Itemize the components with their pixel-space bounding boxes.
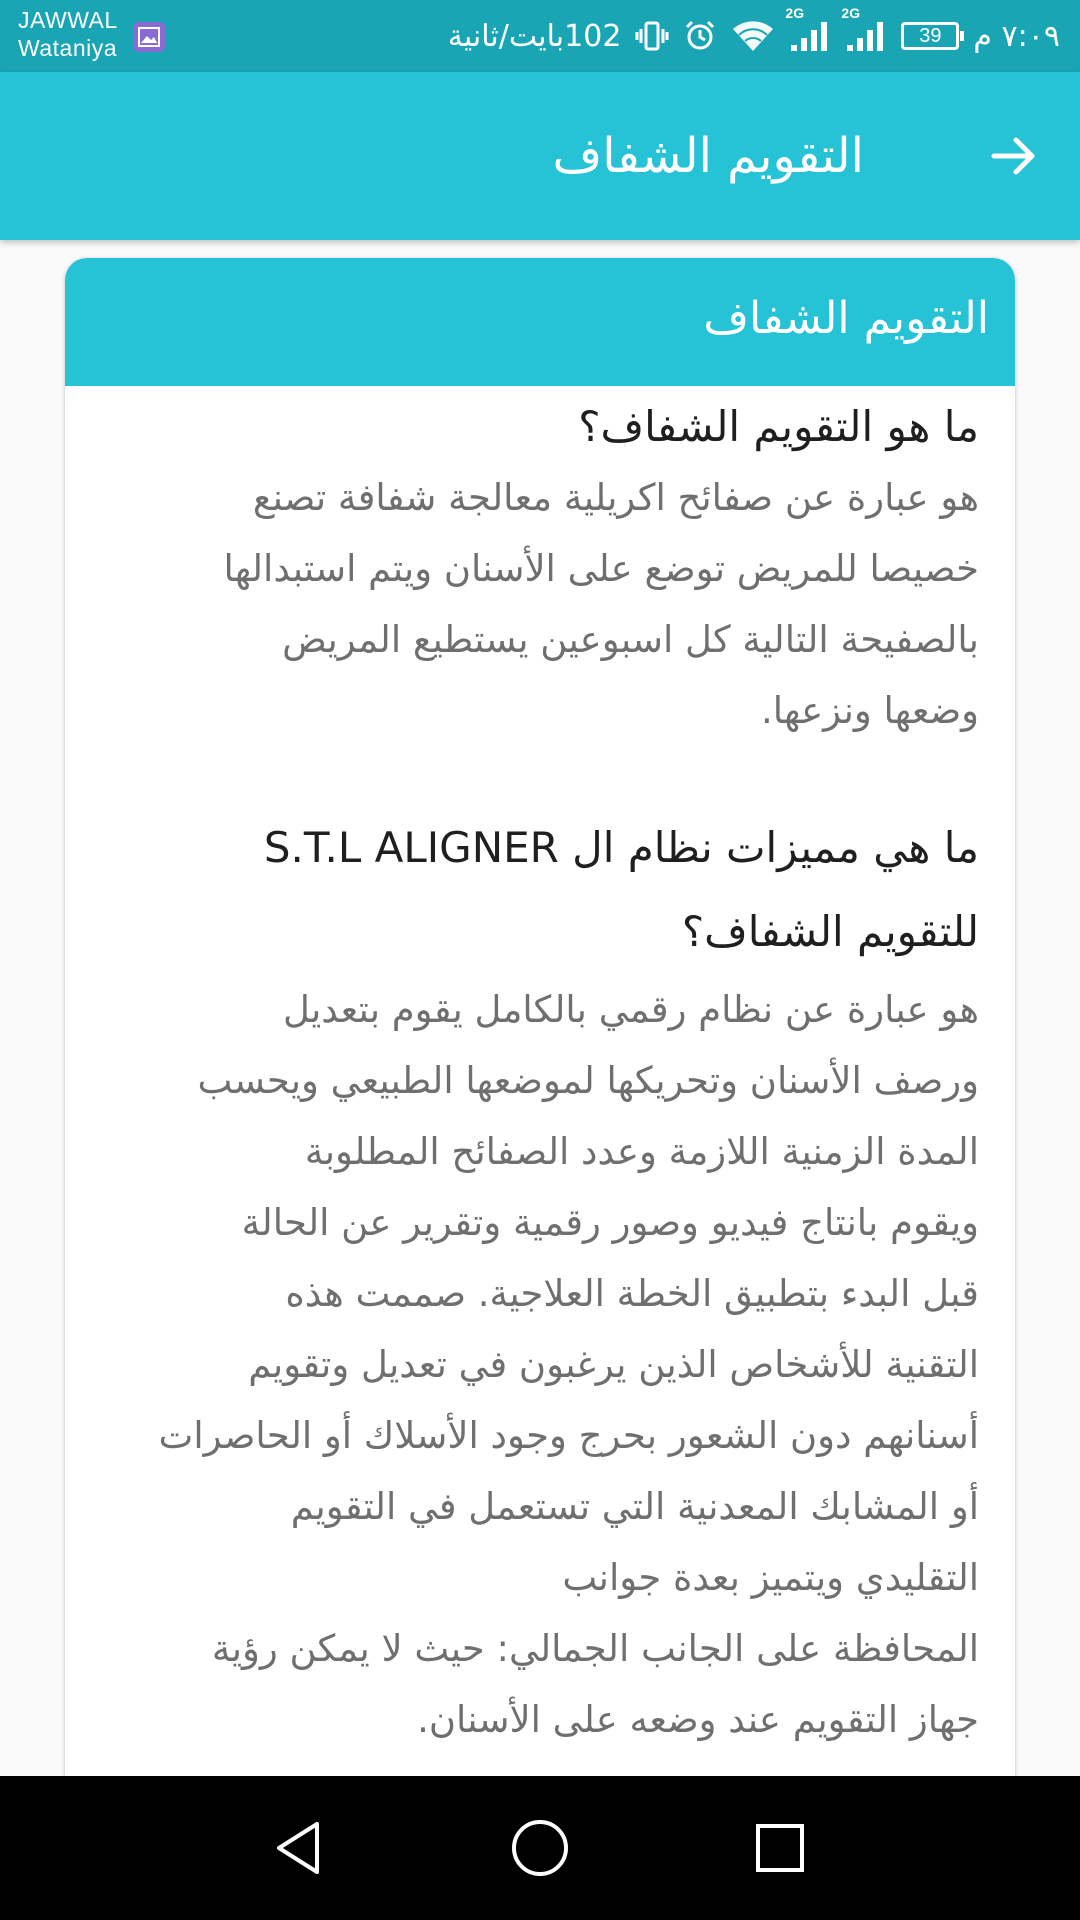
section2-line: المحافظة على الجانب الجمالي: حيث لا يمكن رؤية <box>211 1627 979 1670</box>
system-nav-bar <box>0 1776 1080 1920</box>
nav-home-button[interactable] <box>504 1812 576 1884</box>
carrier-name-1: JAWWAL <box>18 7 118 33</box>
nav-recents-button[interactable] <box>744 1812 816 1884</box>
card-header <box>65 258 1015 386</box>
home-circle-icon <box>508 1816 572 1880</box>
signal-icon <box>785 5 831 53</box>
section1-heading: ما هو التقويم الشفاف؟ <box>578 402 979 451</box>
section1-line: وضعها ونزعها. <box>761 689 979 732</box>
info-card <box>65 258 1015 1776</box>
section2-line: التقليدي ويتميز بعدة جوانب <box>562 1556 979 1599</box>
section2-line: التقنية للأشخاص الذين يرغبون في تعديل وتقويم <box>248 1343 979 1386</box>
section2-heading-line: ما هي مميزات نظام ال S.T.L ALIGNER <box>263 823 979 872</box>
card-title: التقويم الشفاف <box>703 293 989 344</box>
vibrate-icon <box>635 19 669 53</box>
gallery-icon <box>133 22 165 52</box>
section2-line: جهاز التقويم عند وضعه على الأسنان. <box>417 1698 979 1741</box>
section2-line: قبل البدء بتطبيق الخطة العلاجية. صممت هذه <box>285 1272 979 1315</box>
page-title: التقويم الشفاف <box>552 128 864 184</box>
app-toolbar <box>0 72 1080 240</box>
section2-line: ورصف الأسنان وتحريكها لموضعها الطبيعي ويحسب <box>197 1059 979 1102</box>
recents-square-icon <box>748 1816 812 1880</box>
section2-line: هو عبارة عن نظام رقمي بالكامل يقوم بتعديل <box>282 988 979 1031</box>
network-type-2: 2G <box>841 5 861 21</box>
status-bar <box>0 0 1080 72</box>
section1-line: خصيصا للمريض توضع على الأسنان ويتم استبدالها <box>223 547 979 590</box>
section2-line: أسنانهم دون الشعور بحرج وجود الأسلاك أو الحاصرات <box>158 1414 979 1457</box>
clock: ٧:٠٩ م <box>973 18 1060 54</box>
back-button[interactable] <box>984 126 1044 186</box>
card-body <box>65 386 1015 1755</box>
section1-text <box>101 462 979 746</box>
section1-line: بالصفيحة التالية كل اسبوعين يستطيع المريض <box>282 618 979 661</box>
wifi-icon <box>731 19 775 53</box>
content-scroll-area[interactable] <box>0 240 1080 1776</box>
section2-heading <box>101 806 979 974</box>
battery-icon: 39 <box>901 22 959 50</box>
section1-line: هو عبارة عن صفائح اكريلية معالجة شفافة تصنع <box>252 476 979 519</box>
section2-heading-line: للتقويم الشفاف؟ <box>681 907 979 956</box>
arrow-forward-icon <box>988 130 1040 182</box>
signal-icon-2 <box>841 5 887 53</box>
nav-back-button[interactable] <box>263 1812 335 1884</box>
section2-line: أو المشابك المعدنية التي تستعمل في التقويم <box>290 1485 979 1528</box>
section2-text <box>101 974 979 1755</box>
section2-line: ويقوم بانتاج فيديو وصور رقمية وتقرير عن الحالة <box>241 1201 979 1244</box>
carrier-info <box>18 6 118 62</box>
carrier-name-2: Wataniya <box>18 35 118 61</box>
back-triangle-icon <box>267 1816 331 1880</box>
status-icons <box>448 0 1060 72</box>
alarm-icon <box>683 19 717 53</box>
network-type-1: 2G <box>785 5 805 21</box>
data-speed: 102بايت/ثانية <box>447 18 622 54</box>
section2-line: المدة الزمنية اللازمة وعدد الصفائح المطلوبة <box>304 1130 979 1173</box>
section-spacer <box>101 746 979 806</box>
